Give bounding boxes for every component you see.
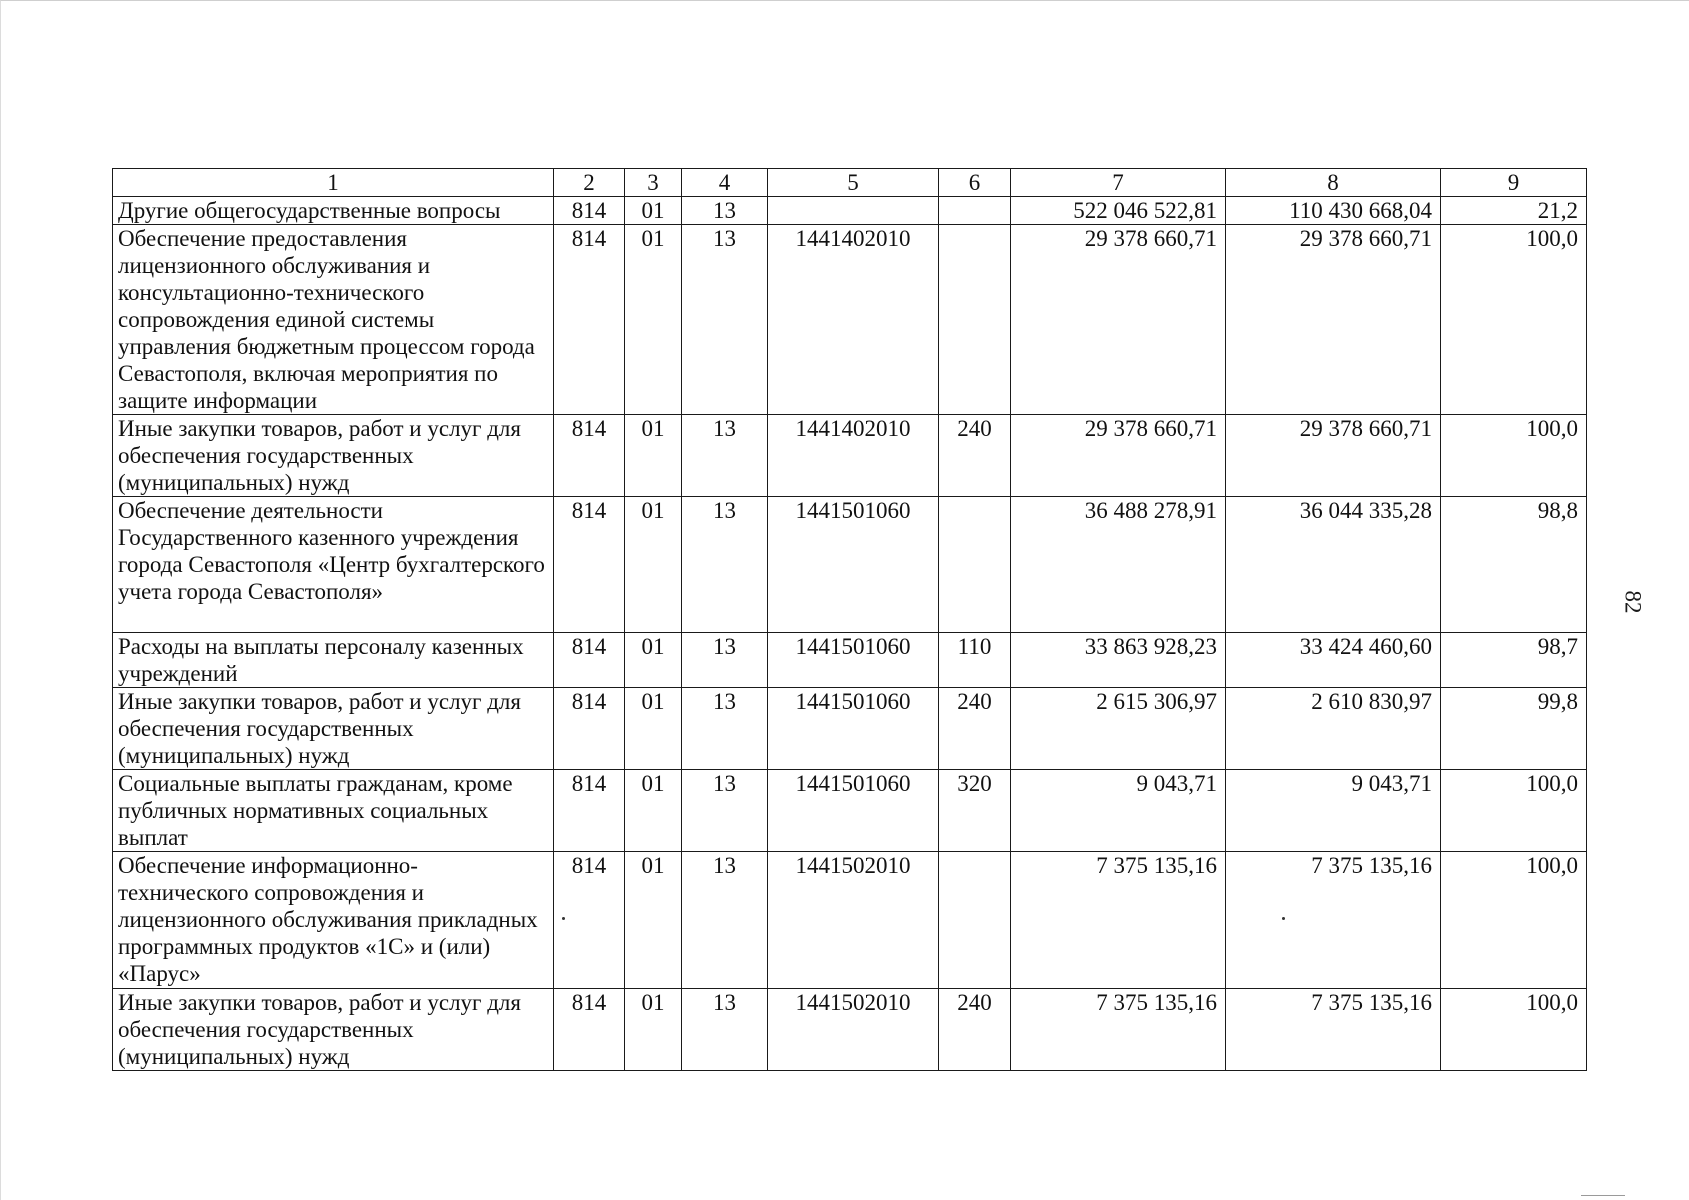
code-cell: 01 [625, 688, 682, 770]
code-cell [768, 197, 939, 225]
scan-mark [1581, 1195, 1625, 1196]
code-cell: 814 [554, 633, 625, 688]
table-row [113, 633, 1587, 688]
amount-cell: 29 378 660,71 [1226, 225, 1441, 415]
percent-cell: 100,0 [1441, 415, 1587, 497]
code-cell: 13 [682, 415, 768, 497]
amount-cell: 522 046 522,81 [1011, 197, 1226, 225]
code-cell: 814 [554, 989, 625, 1071]
code-cell: 13 [682, 770, 768, 852]
code-cell: 814 [554, 688, 625, 770]
amount-cell: 33 863 928,23 [1011, 633, 1226, 688]
percent-cell: 100,0 [1441, 989, 1587, 1071]
code-cell: 1441502010 [768, 852, 939, 989]
row-name-cell: Обеспечение деятельности Государственного казенного учреждения города Севастополя «Центр бухгалтерского учета города Севастополя» [113, 497, 554, 633]
code-cell: 814 [554, 852, 625, 989]
code-cell: 13 [682, 497, 768, 633]
amount-cell: 110 430 668,04 [1226, 197, 1441, 225]
amount-cell: 33 424 460,60 [1226, 633, 1441, 688]
row-name-cell: Иные закупки товаров, работ и услуг для обеспечения государственных (муниципальных) нужд [113, 415, 554, 497]
code-cell: 240 [939, 688, 1011, 770]
header-cell-1: 1 [113, 169, 554, 197]
code-cell: 01 [625, 852, 682, 989]
table-row [113, 197, 1587, 225]
row-name-cell: Иные закупки товаров, работ и услуг для обеспечения государственных (муниципальных) нужд [113, 989, 554, 1071]
percent-cell: 100,0 [1441, 770, 1587, 852]
code-cell: 814 [554, 197, 625, 225]
row-name-cell: Другие общегосударственные вопросы [113, 197, 554, 225]
code-cell: 01 [625, 633, 682, 688]
percent-cell: 98,7 [1441, 633, 1587, 688]
percent-cell: 21,2 [1441, 197, 1587, 225]
percent-cell: 98,8 [1441, 497, 1587, 633]
code-cell: 240 [939, 989, 1011, 1071]
code-cell: 1441501060 [768, 497, 939, 633]
code-cell: 13 [682, 688, 768, 770]
code-cell: 13 [682, 225, 768, 415]
code-cell: 01 [625, 197, 682, 225]
percent-cell: 100,0 [1441, 225, 1587, 415]
amount-cell: 29 378 660,71 [1011, 225, 1226, 415]
code-cell: 13 [682, 852, 768, 989]
percent-cell: 100,0 [1441, 852, 1587, 989]
amount-cell: 29 378 660,71 [1226, 415, 1441, 497]
row-name-cell: Обеспечение информационно-технического сопровождения и лицензионного обслуживания прикладных программных продуктов «1С» и (или) «Парус» [113, 852, 554, 989]
amount-cell: 2 615 306,97 [1011, 688, 1226, 770]
code-cell: 13 [682, 989, 768, 1071]
code-cell: 01 [625, 415, 682, 497]
table-row [113, 852, 1587, 989]
code-cell: 320 [939, 770, 1011, 852]
code-cell: 1441402010 [768, 225, 939, 415]
code-cell: 13 [682, 197, 768, 225]
code-cell [939, 197, 1011, 225]
table-header-row [113, 169, 1587, 197]
row-name-cell: Социальные выплаты гражданам, кроме публичных нормативных социальных выплат [113, 770, 554, 852]
header-cell-4: 4 [682, 169, 768, 197]
code-cell: 814 [554, 770, 625, 852]
amount-cell: 29 378 660,71 [1011, 415, 1226, 497]
scan-speck [1282, 917, 1285, 920]
budget-table [112, 168, 1587, 1071]
code-cell: 1441402010 [768, 415, 939, 497]
percent-cell: 99,8 [1441, 688, 1587, 770]
row-name-cell: Иные закупки товаров, работ и услуг для обеспечения государственных (муниципальных) нужд [113, 688, 554, 770]
amount-cell: 7 375 135,16 [1226, 852, 1441, 989]
table-row [113, 225, 1587, 415]
header-cell-8: 8 [1226, 169, 1441, 197]
table-row [113, 770, 1587, 852]
table-row [113, 688, 1587, 770]
code-cell: 13 [682, 633, 768, 688]
amount-cell: 36 044 335,28 [1226, 497, 1441, 633]
scan-speck [562, 917, 565, 920]
code-cell: 01 [625, 225, 682, 415]
page-number: 82 [1620, 590, 1646, 614]
table-row [113, 989, 1587, 1071]
row-name-cell: Расходы на выплаты персоналу казенных учреждений [113, 633, 554, 688]
table-row [113, 497, 1587, 633]
amount-cell: 2 610 830,97 [1226, 688, 1441, 770]
header-cell-6: 6 [939, 169, 1011, 197]
code-cell: 1441502010 [768, 989, 939, 1071]
header-cell-5: 5 [768, 169, 939, 197]
header-cell-9: 9 [1441, 169, 1587, 197]
code-cell: 814 [554, 497, 625, 633]
row-name-cell: Обеспечение предоставления лицензионного обслуживания и консультационно-технического сопровождения единой системы управления бюджетным процессом города Севастополя, включая мероприятия по защите информации [113, 225, 554, 415]
amount-cell: 9 043,71 [1226, 770, 1441, 852]
code-cell [939, 497, 1011, 633]
header-cell-7: 7 [1011, 169, 1226, 197]
amount-cell: 7 375 135,16 [1226, 989, 1441, 1071]
amount-cell: 36 488 278,91 [1011, 497, 1226, 633]
code-cell: 1441501060 [768, 633, 939, 688]
code-cell: 240 [939, 415, 1011, 497]
code-cell [939, 225, 1011, 415]
code-cell [939, 852, 1011, 989]
code-cell: 814 [554, 225, 625, 415]
header-cell-3: 3 [625, 169, 682, 197]
amount-cell: 7 375 135,16 [1011, 989, 1226, 1071]
header-cell-2: 2 [554, 169, 625, 197]
code-cell: 1441501060 [768, 688, 939, 770]
code-cell: 814 [554, 415, 625, 497]
code-cell: 1441501060 [768, 770, 939, 852]
amount-cell: 7 375 135,16 [1011, 852, 1226, 989]
code-cell: 110 [939, 633, 1011, 688]
code-cell: 01 [625, 770, 682, 852]
table-row [113, 415, 1587, 497]
code-cell: 01 [625, 989, 682, 1071]
amount-cell: 9 043,71 [1011, 770, 1226, 852]
code-cell: 01 [625, 497, 682, 633]
